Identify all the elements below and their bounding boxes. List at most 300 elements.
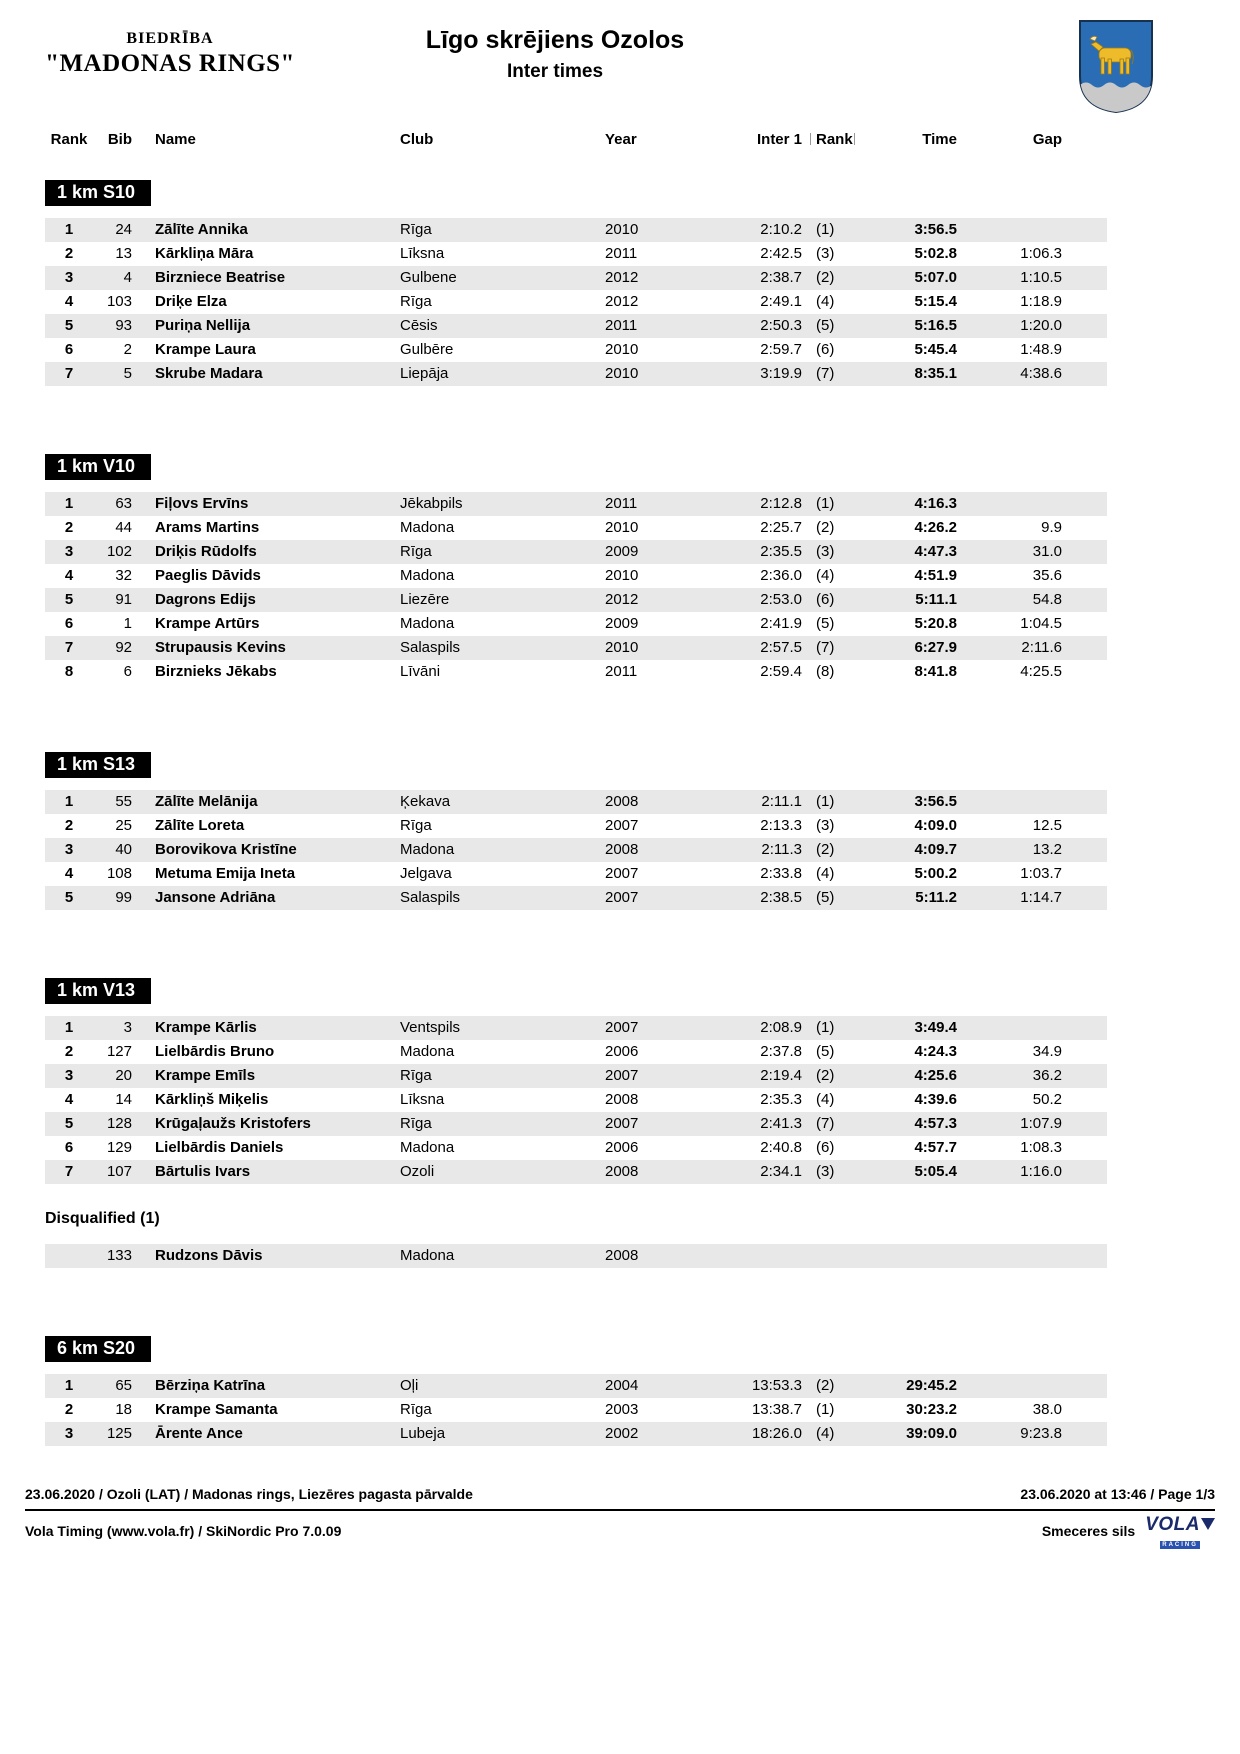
cell-gap: 1:14.7 <box>1020 889 1062 906</box>
vola-racing-logo-icon <box>1145 1515 1215 1548</box>
cell-gap: 36.2 <box>1032 1067 1062 1084</box>
cell-year: 2009 <box>605 543 639 560</box>
cell-year: 2008 <box>605 1091 639 1108</box>
cell-irank: (7) <box>816 365 835 382</box>
cell-time <box>865 1244 957 1268</box>
cell-bib: 44 <box>115 519 132 536</box>
cell-gap: 35.6 <box>1032 567 1062 584</box>
cell-name: Puriņa Nellija <box>155 317 251 334</box>
result-row <box>45 636 1107 660</box>
cell-gap: 54.8 <box>1032 591 1062 608</box>
cell-name: Fiļovs Ervīns <box>155 495 249 512</box>
coat-of-arms-icon <box>1077 18 1155 116</box>
result-row <box>45 1016 1107 1040</box>
result-row <box>45 814 1107 838</box>
cell-irank: (7) <box>816 639 835 656</box>
cell-rank: 3 <box>64 269 74 286</box>
cell-time: 29:45.2 <box>906 1377 957 1394</box>
result-row <box>45 1136 1107 1160</box>
cell-time: 4:57.3 <box>914 1115 957 1132</box>
cell-gap: 31.0 <box>1032 543 1062 560</box>
cell-club: Liezēre <box>400 591 450 608</box>
cell-time: 8:41.8 <box>914 663 957 680</box>
cell-time: 4:09.0 <box>914 817 957 834</box>
cell-inter1: 2:36.0 <box>760 567 802 584</box>
cell-year: 2010 <box>605 567 639 584</box>
cell-bib: 4 <box>123 269 132 286</box>
cell-year: 2002 <box>605 1425 639 1442</box>
cell-name: Driķis Rūdolfs <box>155 543 257 560</box>
cell-irank: (1) <box>816 1401 835 1418</box>
cell-name: Krampe Emīls <box>155 1067 256 1084</box>
cell-club: Jelgava <box>400 865 452 882</box>
cell-name: Paeglis Dāvids <box>155 567 261 584</box>
cell-year: 2010 <box>605 519 639 536</box>
cell-irank: (3) <box>816 543 835 560</box>
vola-flag-icon <box>1201 1518 1215 1530</box>
cell-bib: 2 <box>123 341 132 358</box>
cell-year: 2011 <box>605 317 638 334</box>
cell-name: Kārkliņa Māra <box>155 245 254 262</box>
cell-club: Ozoli <box>400 1163 435 1180</box>
cell-name: Dagrons Edijs <box>155 591 256 608</box>
section-rows <box>45 1244 1107 1268</box>
cell-name: Lielbārdis Daniels <box>155 1139 284 1156</box>
result-row <box>45 588 1107 612</box>
col-inter-rank: Rank <box>802 128 865 152</box>
cell-irank: (2) <box>816 519 835 536</box>
result-row <box>45 1112 1107 1136</box>
cell-rank: 7 <box>64 365 74 382</box>
cell-club: Madona <box>400 1247 455 1264</box>
cell-year: 2010 <box>605 221 639 238</box>
cell-name: Bērziņa Katrīna <box>155 1377 266 1394</box>
result-row <box>45 516 1107 540</box>
cell-rank: 4 <box>64 865 74 882</box>
cell-irank: (6) <box>816 341 835 358</box>
col-bib: Bib <box>107 131 132 148</box>
cell-inter1: 2:38.7 <box>760 269 802 286</box>
cell-gap: 1:48.9 <box>1020 341 1062 358</box>
cell-time: 6:27.9 <box>914 639 957 656</box>
cell-year: 2008 <box>605 1163 639 1180</box>
result-row <box>45 218 1107 242</box>
result-row <box>45 540 1107 564</box>
cell-time: 5:02.8 <box>914 245 957 262</box>
cell-club: Rīga <box>400 293 432 310</box>
cell-irank: (8) <box>816 663 835 680</box>
cell-bib: 6 <box>123 663 132 680</box>
cell-time: 5:05.4 <box>914 1163 957 1180</box>
cell-irank: (4) <box>816 567 835 584</box>
cell-year: 2012 <box>605 269 639 286</box>
cell-gap <box>957 218 1062 242</box>
result-row <box>45 838 1107 862</box>
result-row <box>45 1374 1107 1398</box>
result-row <box>45 1398 1107 1422</box>
cell-inter1: 3:19.9 <box>760 365 802 382</box>
cell-bib: 103 <box>106 293 132 310</box>
cell-inter1: 2:41.9 <box>760 615 802 632</box>
cell-irank: (2) <box>816 1067 835 1084</box>
cell-name: Driķe Elza <box>155 293 227 310</box>
cell-bib: 18 <box>115 1401 132 1418</box>
cell-year: 2006 <box>605 1139 639 1156</box>
cell-gap: 1:08.3 <box>1020 1139 1062 1156</box>
cell-club: Cēsis <box>400 317 438 334</box>
cell-inter1: 2:38.5 <box>760 889 802 906</box>
cell-rank: 4 <box>64 293 74 310</box>
cell-rank: 2 <box>64 1043 74 1060</box>
cell-club: Liepāja <box>400 365 449 382</box>
page-footer <box>25 1483 1215 1548</box>
cell-name: Krampe Samanta <box>155 1401 278 1418</box>
cell-gap: 1:20.0 <box>1020 317 1062 334</box>
cell-year: 2011 <box>605 495 638 512</box>
cell-gap <box>957 1374 1062 1398</box>
table-header-row <box>45 128 1107 152</box>
cell-club: Ventspils <box>400 1019 461 1036</box>
section-title: 1 km S10 <box>45 180 151 206</box>
cell-irank: (1) <box>816 495 835 512</box>
page-title: Līgo skrējiens Ozolos <box>425 26 685 54</box>
cell-club: Madona <box>400 1043 455 1060</box>
cell-name: Zālīte Loreta <box>155 817 245 834</box>
vola-logo-text: VOLA <box>1145 1513 1200 1535</box>
cell-irank: (2) <box>816 1377 835 1394</box>
cell-time: 4:39.6 <box>914 1091 957 1108</box>
cell-irank: (4) <box>816 293 835 310</box>
cell-time: 5:07.0 <box>914 269 957 286</box>
cell-year: 2008 <box>605 793 639 810</box>
cell-time: 30:23.2 <box>906 1401 957 1418</box>
cell-club: Madona <box>400 519 455 536</box>
cell-rank: 4 <box>64 567 74 584</box>
cell-bib: 40 <box>115 841 132 858</box>
cell-irank: (5) <box>816 317 835 334</box>
cell-year: 2010 <box>605 341 639 358</box>
section-rows <box>45 218 1107 386</box>
cell-year: 2008 <box>605 841 639 858</box>
sections <box>45 180 1107 1446</box>
cell-rank: 8 <box>64 663 74 680</box>
cell-time: 5:15.4 <box>914 293 957 310</box>
cell-irank <box>802 1244 865 1268</box>
cell-club: Oļi <box>400 1377 419 1394</box>
cell-year: 2007 <box>605 865 639 882</box>
result-row <box>45 492 1107 516</box>
result-row <box>45 886 1107 910</box>
cell-inter1: 2:11.1 <box>761 793 802 810</box>
cell-time: 4:09.7 <box>914 841 957 858</box>
cell-bib: 63 <box>115 495 132 512</box>
footer-venue: Smeceres sils <box>1041 1523 1136 1539</box>
cell-gap: 1:16.0 <box>1020 1163 1062 1180</box>
cell-year: 2006 <box>605 1043 639 1060</box>
section-title: 1 km V13 <box>45 978 151 1004</box>
cell-time: 5:20.8 <box>914 615 957 632</box>
cell-club: Lubeja <box>400 1425 446 1442</box>
cell-inter1: 2:35.3 <box>760 1091 802 1108</box>
cell-time: 5:16.5 <box>914 317 957 334</box>
result-row <box>45 1040 1107 1064</box>
cell-bib: 25 <box>115 817 132 834</box>
cell-rank: 5 <box>64 1115 74 1132</box>
cell-gap: 12.5 <box>1032 817 1062 834</box>
cell-inter1: 2:37.8 <box>760 1043 802 1060</box>
cell-club: Salaspils <box>400 889 461 906</box>
cell-year: 2009 <box>605 615 639 632</box>
result-row <box>45 290 1107 314</box>
cell-year: 2007 <box>605 1115 639 1132</box>
cell-gap: 13.2 <box>1032 841 1062 858</box>
cell-rank: 3 <box>64 1425 74 1442</box>
cell-bib: 127 <box>106 1043 132 1060</box>
cell-inter1: 2:12.8 <box>760 495 802 512</box>
cell-inter1 <box>730 1244 802 1268</box>
cell-time: 5:11.2 <box>915 889 957 906</box>
cell-irank: (2) <box>816 841 835 858</box>
cell-irank: (4) <box>816 1091 835 1108</box>
cell-club: Rīga <box>400 1115 432 1132</box>
cell-club: Madona <box>400 615 455 632</box>
cell-rank <box>45 1244 93 1268</box>
col-time: Time <box>922 131 957 148</box>
cell-inter1: 2:57.5 <box>760 639 802 656</box>
cell-name: Rudzons Dāvis <box>155 1247 263 1264</box>
cell-inter1: 2:59.7 <box>760 341 802 358</box>
cell-club: Rīga <box>400 1401 432 1418</box>
cell-year: 2007 <box>605 889 639 906</box>
col-year: Year <box>605 131 637 148</box>
cell-time: 3:56.5 <box>914 221 957 238</box>
cell-rank: 1 <box>64 495 74 512</box>
cell-bib: 102 <box>106 543 132 560</box>
cell-inter1: 2:13.3 <box>760 817 802 834</box>
result-row <box>45 564 1107 588</box>
result-row <box>45 862 1107 886</box>
cell-rank: 2 <box>64 1401 74 1418</box>
cell-gap: 1:18.9 <box>1020 293 1062 310</box>
cell-rank: 3 <box>64 1067 74 1084</box>
cell-name: Krūgaļaužs Kristofers <box>155 1115 311 1132</box>
result-row <box>45 314 1107 338</box>
cell-inter1: 2:10.2 <box>760 221 802 238</box>
cell-year: 2010 <box>605 639 639 656</box>
cell-inter1: 13:38.7 <box>751 1401 802 1418</box>
cell-inter1: 2:42.5 <box>760 245 802 262</box>
cell-bib: 92 <box>115 639 132 656</box>
col-gap: Gap <box>1032 131 1062 148</box>
cell-inter1: 2:25.7 <box>760 519 802 536</box>
page-subtitle: Inter times <box>506 61 604 82</box>
cell-name: Krampe Laura <box>155 341 256 358</box>
cell-irank: (4) <box>816 1425 835 1442</box>
cell-inter1: 2:53.0 <box>760 591 802 608</box>
cell-time: 3:56.5 <box>914 793 957 810</box>
cell-irank: (7) <box>816 1115 835 1132</box>
cell-inter1: 2:50.3 <box>760 317 802 334</box>
cell-bib: 129 <box>106 1139 132 1156</box>
section-rows <box>45 1374 1107 1446</box>
cell-irank: (6) <box>816 591 835 608</box>
cell-name: Birzniece Beatrise <box>155 269 286 286</box>
cell-inter1: 2:59.4 <box>760 663 802 680</box>
cell-gap: 50.2 <box>1032 1091 1062 1108</box>
cell-bib: 14 <box>115 1091 132 1108</box>
col-rank: Rank <box>50 131 88 148</box>
section <box>45 752 1107 910</box>
cell-time: 5:45.4 <box>914 341 957 358</box>
cell-gap: 4:38.6 <box>1020 365 1062 382</box>
cell-gap <box>957 1244 1062 1268</box>
cell-irank: (5) <box>816 1043 835 1060</box>
cell-club: Līksna <box>400 1091 445 1108</box>
cell-club: Ķekava <box>400 793 451 810</box>
cell-club: Līvāni <box>400 663 441 680</box>
cell-irank: (3) <box>816 1163 835 1180</box>
col-club: Club <box>400 131 434 148</box>
cell-name: Kārkliņš Miķelis <box>155 1091 269 1108</box>
cell-bib: 20 <box>115 1067 132 1084</box>
cell-inter1: 2:49.1 <box>760 293 802 310</box>
cell-inter1: 2:33.8 <box>760 865 802 882</box>
cell-year: 2007 <box>605 817 639 834</box>
section-rows <box>45 492 1107 684</box>
result-row <box>45 266 1107 290</box>
col-inter1: Inter 1 <box>756 131 802 148</box>
cell-name: Zālīte Annika <box>155 221 248 238</box>
cell-time: 3:49.4 <box>914 1019 957 1036</box>
cell-bib: 32 <box>115 567 132 584</box>
cell-inter1: 2:34.1 <box>760 1163 802 1180</box>
cell-year: 2011 <box>605 245 638 262</box>
cell-year: 2012 <box>605 293 639 310</box>
cell-rank: 5 <box>64 317 74 334</box>
title-block <box>0 26 1110 83</box>
cell-year: 2011 <box>605 663 638 680</box>
cell-rank: 4 <box>64 1091 74 1108</box>
cell-time: 8:35.1 <box>914 365 957 382</box>
cell-club: Jēkabpils <box>400 495 463 512</box>
cell-club: Rīga <box>400 543 432 560</box>
cell-gap <box>957 790 1062 814</box>
cell-year: 2012 <box>605 591 639 608</box>
cell-time: 4:57.7 <box>914 1139 957 1156</box>
cell-inter1: 2:08.9 <box>760 1019 802 1036</box>
footer-event-info: 23.06.2020 / Ozoli (LAT) / Madonas rings, Liezēres pagasta pārvalde <box>25 1486 473 1502</box>
result-row <box>45 1088 1107 1112</box>
section <box>45 180 1107 386</box>
cell-irank: (1) <box>816 1019 835 1036</box>
cell-club: Rīga <box>400 221 432 238</box>
cell-bib: 107 <box>106 1163 132 1180</box>
footer-print-info: 23.06.2020 at 13:46 / Page 1/3 <box>1020 1486 1215 1502</box>
result-row <box>45 362 1107 386</box>
result-row <box>45 790 1107 814</box>
cell-bib: 93 <box>115 317 132 334</box>
col-name: Name <box>155 131 196 148</box>
cell-irank: (6) <box>816 1139 835 1156</box>
cell-gap: 4:25.5 <box>1020 663 1062 680</box>
cell-inter1: 2:35.5 <box>760 543 802 560</box>
cell-name: Krampe Kārlis <box>155 1019 257 1036</box>
cell-irank: (5) <box>816 889 835 906</box>
section <box>45 1336 1107 1446</box>
cell-time: 4:24.3 <box>914 1043 957 1060</box>
cell-club: Līksna <box>400 245 445 262</box>
vola-racing-label: RACING <box>1162 1541 1198 1548</box>
result-row <box>45 338 1107 362</box>
cell-gap <box>957 1016 1062 1040</box>
cell-gap: 1:03.7 <box>1020 865 1062 882</box>
cell-club: Madona <box>400 567 455 584</box>
cell-bib: 55 <box>115 793 132 810</box>
cell-rank: 7 <box>64 1163 74 1180</box>
cell-name: Arams Martins <box>155 519 260 536</box>
cell-bib: 5 <box>123 365 132 382</box>
cell-time: 4:25.6 <box>914 1067 957 1084</box>
cell-club: Rīga <box>400 817 432 834</box>
cell-irank: (2) <box>816 269 835 286</box>
cell-club: Gulbēre <box>400 341 454 358</box>
cell-bib: 24 <box>115 221 132 238</box>
cell-gap: 1:04.5 <box>1020 615 1062 632</box>
cell-bib: 65 <box>115 1377 132 1394</box>
cell-inter1: 2:11.3 <box>761 841 802 858</box>
cell-name: Birznieks Jēkabs <box>155 663 277 680</box>
cell-club: Madona <box>400 1139 455 1156</box>
cell-year: 2008 <box>605 1247 639 1264</box>
cell-rank: 1 <box>64 1377 74 1394</box>
section-rows <box>45 790 1107 910</box>
cell-name: Zālīte Melānija <box>155 793 258 810</box>
cell-irank: (5) <box>816 615 835 632</box>
cell-rank: 6 <box>64 1139 74 1156</box>
cell-time: 4:16.3 <box>914 495 957 512</box>
cell-bib: 1 <box>123 615 132 632</box>
cell-club: Gulbene <box>400 269 457 286</box>
cell-gap: 38.0 <box>1032 1401 1062 1418</box>
cell-bib: 3 <box>123 1019 132 1036</box>
cell-year: 2007 <box>605 1067 639 1084</box>
cell-gap: 9.9 <box>1041 519 1062 536</box>
cell-rank: 2 <box>64 245 74 262</box>
cell-bib: 13 <box>115 245 132 262</box>
section-rows <box>45 1016 1107 1184</box>
cell-time: 4:51.9 <box>914 567 957 584</box>
cell-rank: 5 <box>64 889 74 906</box>
cell-name: Bārtulis Ivars <box>155 1163 251 1180</box>
cell-inter1: 13:53.3 <box>751 1377 802 1394</box>
cell-rank: 1 <box>64 793 74 810</box>
cell-name: Borovikova Kristīne <box>155 841 297 858</box>
cell-time: 4:47.3 <box>914 543 957 560</box>
result-row <box>45 242 1107 266</box>
result-row <box>45 660 1107 684</box>
cell-rank: 3 <box>64 841 74 858</box>
result-row <box>45 1422 1107 1446</box>
cell-year: 2010 <box>605 365 639 382</box>
cell-name: Skrube Madara <box>155 365 263 382</box>
cell-irank: (4) <box>816 865 835 882</box>
cell-irank: (1) <box>816 793 835 810</box>
cell-gap: 2:11.6 <box>1021 639 1062 656</box>
cell-inter1: 2:19.4 <box>760 1067 802 1084</box>
cell-rank: 7 <box>64 639 74 656</box>
cell-club: Madona <box>400 841 455 858</box>
cell-gap: 34.9 <box>1032 1043 1062 1060</box>
